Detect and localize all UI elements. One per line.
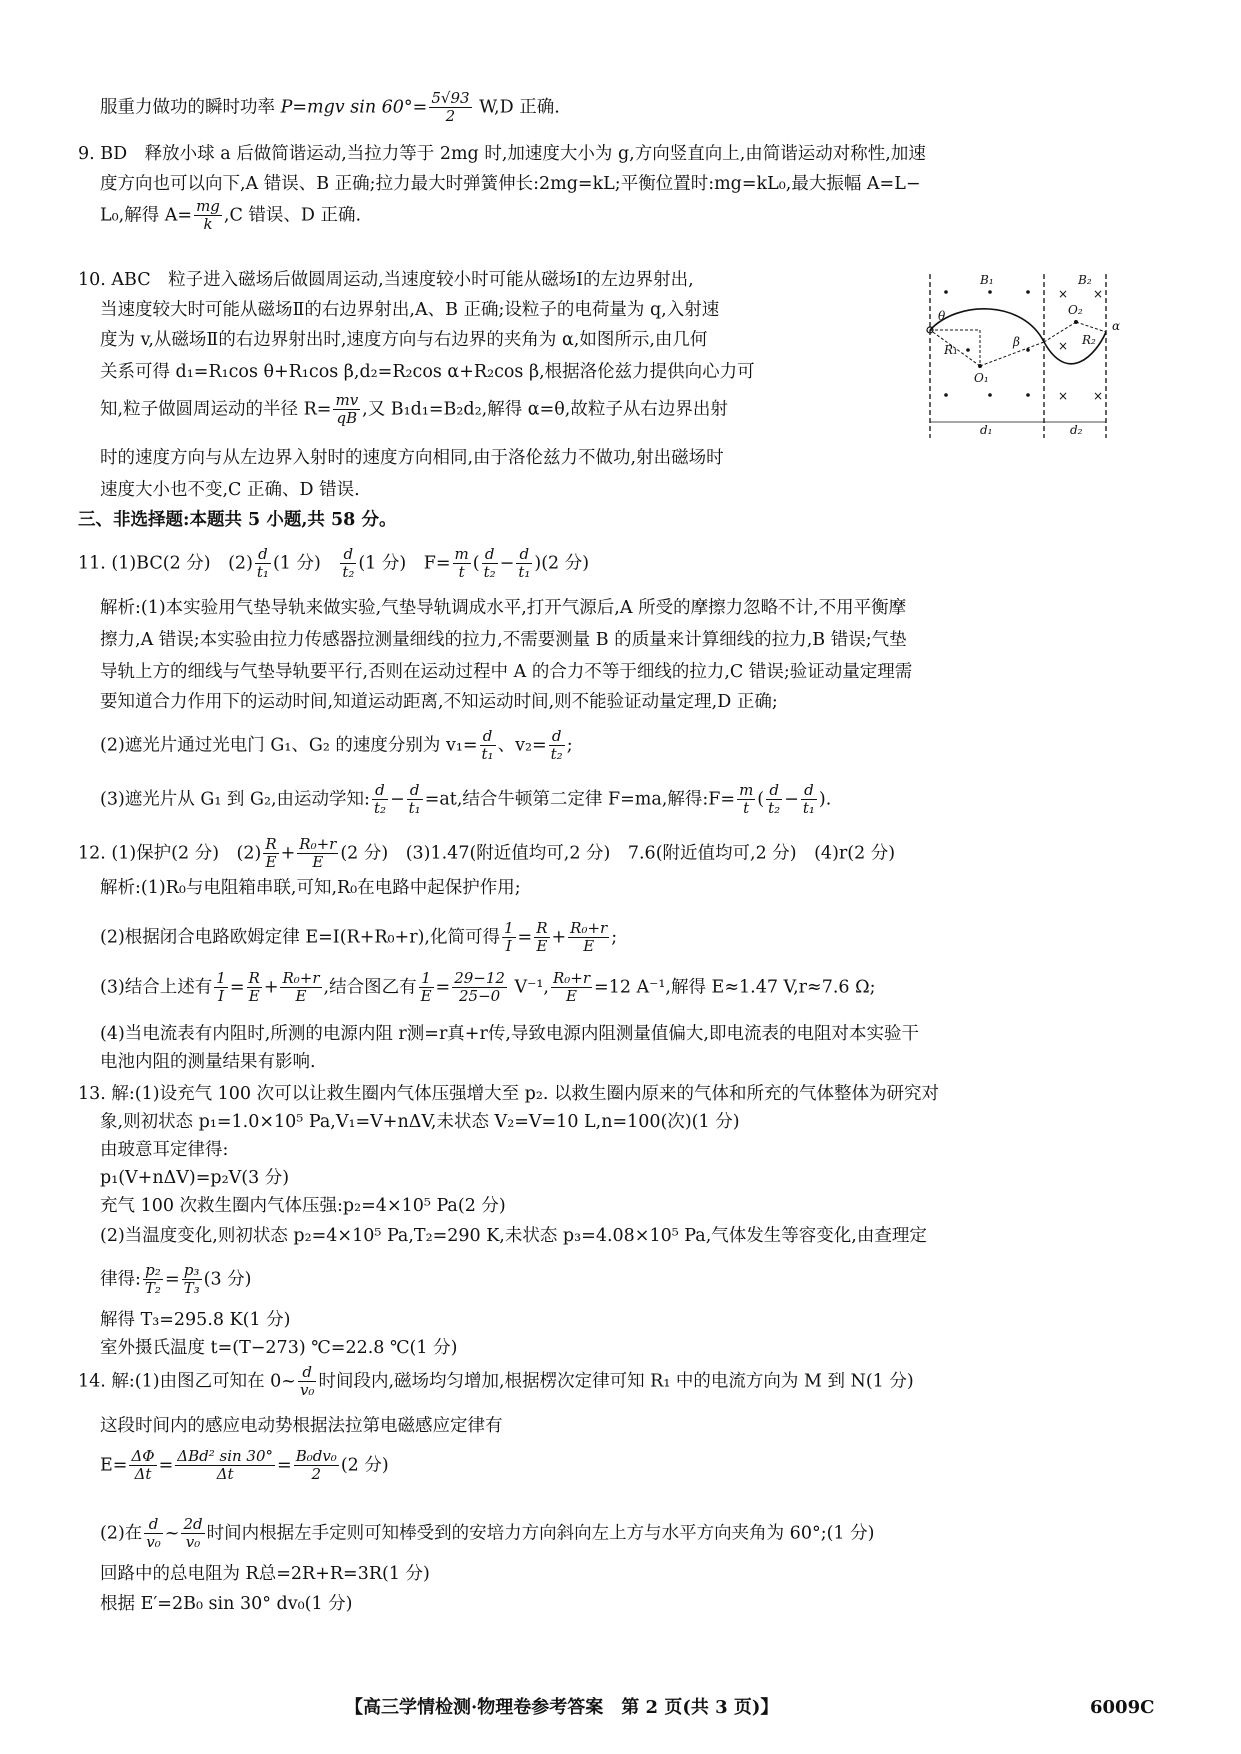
q11-answer: 11. (1)BC(2 分) (2) $\frac{d}{\text{t₁}}$ (1 分) $\frac{d}{\text{t₂}}$ (1 分) F= $\frac{m}{t}$ ( $\frac{d}{\text{t₂}}$ − $\frac{d}{\text{t₁}}$ )(2 分) bbox=[78, 545, 590, 582]
q8-lead: 服重力做功的瞬时功率 bbox=[100, 97, 281, 118]
svg-text:×: × bbox=[1058, 287, 1069, 301]
q14-line-4: (2)在 $\frac{d}{\text{v₀}}$ ~ $\frac{2d}{\text{v₀}}$ 时间内根据左手定则可知棒受到的安培力方向斜向左上方与水平方向夹角为 60°;(1 分) bbox=[100, 1515, 875, 1552]
q10-line-4: 关系可得 d₁=R₁cos θ+R₁cos β,d₂=R₂cos α+R₂cos β,根据洛伦兹力提供向心力可 bbox=[100, 362, 755, 382]
label-b1: B₁ bbox=[980, 273, 994, 287]
q13-line-5: 充气 100 次救生圈内气体压强:p₂=4×10⁵ Pa(2 分) bbox=[100, 1196, 506, 1216]
q12-explain-4: (4)当电流表有内阻时,所测的电源内阻 r测=r真+r传,导致电源内阻测量值偏大,即电流表的电阻对本实验干 bbox=[100, 1024, 919, 1044]
q8-formula: P=mgv sin 60°= bbox=[280, 97, 428, 118]
q9-line-1: 9. BD 释放小球 a 后做简谐运动,当拉力等于 2mg 时,加速度大小为 g,方向竖直向上,由简谐运动对称性,加速 bbox=[78, 144, 926, 164]
q10-fraction: $\frac{mv}{qB}$ bbox=[335, 391, 359, 428]
q11-explain-1: 解析:(1)本实验用气垫导轨来做实验,气垫导轨调成水平,打开气源后,A 所受的摩擦力忽略不计,不用平衡摩 bbox=[100, 598, 907, 618]
q10-line-1: 10. ABC 粒子进入磁场后做圆周运动,当速度较小时可能从磁场Ⅰ的左边界射出, bbox=[78, 270, 694, 290]
q9-line-3: L₀,解得 A= $\frac{mg}{k}$ ,C 错误、D 正确. bbox=[100, 197, 362, 234]
magnetic-field-diagram bbox=[918, 270, 1218, 465]
q12-answer: 12. (1)保护(2 分) (2) $\frac{R}{E}$ + $\frac{\text{R₀+r}}{E}$ (2 分) (3)1.47(附近值均可,2 分) 7.6(附近值均可,2 分) (4)r(2 分) bbox=[78, 835, 896, 872]
q14-line-1: 14. 解:(1)由图乙可知在 0~ $\frac{d}{\text{v₀}}$ 时间段内,磁场均匀增加,根据楞次定律可知 R₁ 中的电流方向为 M 到 N(1 分) bbox=[78, 1363, 914, 1400]
label-r1: R₁ bbox=[944, 343, 958, 357]
section-3-heading: 三、非选择题:本题共 5 小题,共 58 分。 bbox=[78, 510, 397, 530]
q13-line-4: p₁(V+nΔV)=p₂V(3 分) bbox=[100, 1168, 290, 1188]
q13-line-6: (2)当温度变化,则初状态 p₂=4×10⁵ Pa,T₂=290 K,未状态 p₃=4.08×10⁵ Pa,气体发生等容变化,由查理定 bbox=[100, 1226, 927, 1246]
q12-explain-3: (3)结合上述有 $\frac{1}{I}$ = $\frac{R}{E}$ + $\frac{\text{R₀+r}}{E}$ ,结合图乙有 $\frac{1}{E}$ = $\frac{29-12}{25-0}$ V⁻¹, $\frac{\text{R₀+r}}{E}$ =12 A⁻¹,解得 E≈1.47 V,r≈7.6 Ω; bbox=[100, 969, 876, 1006]
q13-line-3: 由玻意耳定律得: bbox=[100, 1140, 229, 1160]
q13-line-7: 律得: $\frac{\text{p₂}}{\text{T₂}}$ = $\frac{\text{p₃}}{\text{T₃}}$ (3 分) bbox=[100, 1261, 252, 1298]
q11-explain-5: (2)遮光片通过光电门 G₁、G₂ 的速度分别为 v₁= $\frac{d}{\text{t₁}}$ 、v₂= $\frac{d}{\text{t₂}}$ ; bbox=[100, 727, 573, 764]
label-d1: d₁ bbox=[980, 423, 993, 437]
q10-line-5: 知,粒子做圆周运动的半径 R= $\frac{mv}{qB}$ ,又 B₁d₁=B₂d₂,解得 α=θ,故粒子从右边界出射 bbox=[100, 391, 728, 428]
svg-text:×: × bbox=[1093, 287, 1104, 301]
q12-explain-1: 解析:(1)R₀与电阻箱串联,可知,R₀在电路中起保护作用; bbox=[100, 878, 521, 898]
q14-line-6: 根据 E′=2B₀ sin 30° dv₀(1 分) bbox=[100, 1594, 353, 1614]
q13-line-2: 象,则初状态 p₁=1.0×10⁵ Pa,V₁=V+nΔV,未状态 V₂=V=10 L,n=100(次)(1 分) bbox=[100, 1112, 740, 1132]
q12-explain-5: 电池内阻的测量结果有影响. bbox=[100, 1052, 316, 1072]
q13-line-9: 室外摄氏温度 t=(T−273) ℃=22.8 ℃(1 分) bbox=[100, 1338, 458, 1358]
label-alpha: α bbox=[1112, 319, 1121, 333]
label-r2: R₂ bbox=[1082, 333, 1096, 347]
q8-fraction: $\frac{5√93}{2}$ bbox=[431, 89, 470, 126]
label-o1: O₁ bbox=[974, 371, 989, 385]
label-theta: θ bbox=[938, 309, 946, 323]
label-o2: O₂ bbox=[1068, 303, 1083, 317]
q13-line-8: 解得 T₃=295.8 K(1 分) bbox=[100, 1310, 291, 1330]
footer-code: 6009C bbox=[1090, 1697, 1155, 1718]
svg-text:×: × bbox=[1058, 389, 1069, 403]
label-b2: B₂ bbox=[1078, 273, 1092, 287]
q10-line-3: 度为 v,从磁场Ⅱ的右边界射出时,速度方向与右边界的夹角为 α,如图所示,由几何 bbox=[100, 330, 708, 350]
q8-tail-line bbox=[100, 90, 560, 126]
footer-title: 【高三学情检测·物理卷参考答案 第 2 页(共 3 页)】 bbox=[345, 1697, 779, 1718]
q11-explain-4: 要知道合力作用下的运动时间,知道运动距离,不知运动时间,则不能验证动量定理,D 正确; bbox=[100, 692, 778, 712]
q14-line-3: E= $\frac{\Delta\Phi}{\Delta t}$ = $\frac{\text{ΔBd² sin 30°}}{\Delta t}$ = $\frac{\text{B₀dv₀}}{2}$ (2 分) bbox=[100, 1447, 389, 1484]
q14-line-2: 这段时间内的感应电动势根据法拉第电磁感应定律有 bbox=[100, 1416, 503, 1436]
q12-explain-2: (2)根据闭合电路欧姆定律 E=I(R+R₀+r),化简可得 $\frac{1}{I}$ = $\frac{R}{E}$ + $\frac{\text{R₀+r}}{E}$ ; bbox=[100, 919, 618, 956]
q10-line-6: 时的速度方向与从左边界入射时的速度方向相同,由于洛伦兹力不做功,射出磁场时 bbox=[100, 448, 724, 468]
label-beta: β bbox=[1013, 335, 1020, 349]
q8-tail: W,D 正确. bbox=[473, 97, 560, 118]
q10-line-2: 当速度较大时可能从磁场Ⅱ的右边界射出,A、B 正确;设粒子的电荷量为 q,入射速 bbox=[100, 300, 720, 320]
svg-text:×: × bbox=[1058, 339, 1069, 353]
q14-line-5: 回路中的总电阻为 R总=2R+R=3R(1 分) bbox=[100, 1564, 430, 1584]
q9-line-2: 度方向也可以向下,A 错误、B 正确;拉力最大时弹簧伸长:2mg=kL;平衡位置时:mg=kL₀,最大振幅 A=L− bbox=[100, 174, 921, 194]
q11-explain-6: (3)遮光片从 G₁ 到 G₂,由运动学知: $\frac{d}{\text{t₂}}$ − $\frac{d}{\text{t₁}}$ =at,结合牛顿第二定律 F=ma,解得:F= $\frac{m}{t}$ ( $\frac{d}{\text{t₂}}$ − $\frac{d}{\text{t₁}}$ ). bbox=[100, 781, 832, 818]
q9-fraction: $\frac{mg}{k}$ bbox=[196, 197, 220, 234]
q13-line-1: 13. 解:(1)设充气 100 次可以让救生圈内气体压强增大至 p₂. 以救生圈内原来的气体和所充的气体整体为研究对 bbox=[78, 1084, 940, 1104]
svg-text:×: × bbox=[1093, 389, 1104, 403]
q11-explain-3: 导轨上方的细线与气垫导轨要平行,否则在运动过程中 A 的合力不等于细线的拉力,C 错误;验证动量定理需 bbox=[100, 662, 913, 682]
q11-explain-2: 擦力,A 错误;本实验由拉力传感器拉测量细线的拉力,不需要测量 B 的质量来计算细线的拉力,B 错误;气垫 bbox=[100, 630, 907, 650]
q10-line-7: 速度大小也不变,C 正确、D 错误. bbox=[100, 480, 360, 500]
label-d2: d₂ bbox=[1070, 423, 1083, 437]
